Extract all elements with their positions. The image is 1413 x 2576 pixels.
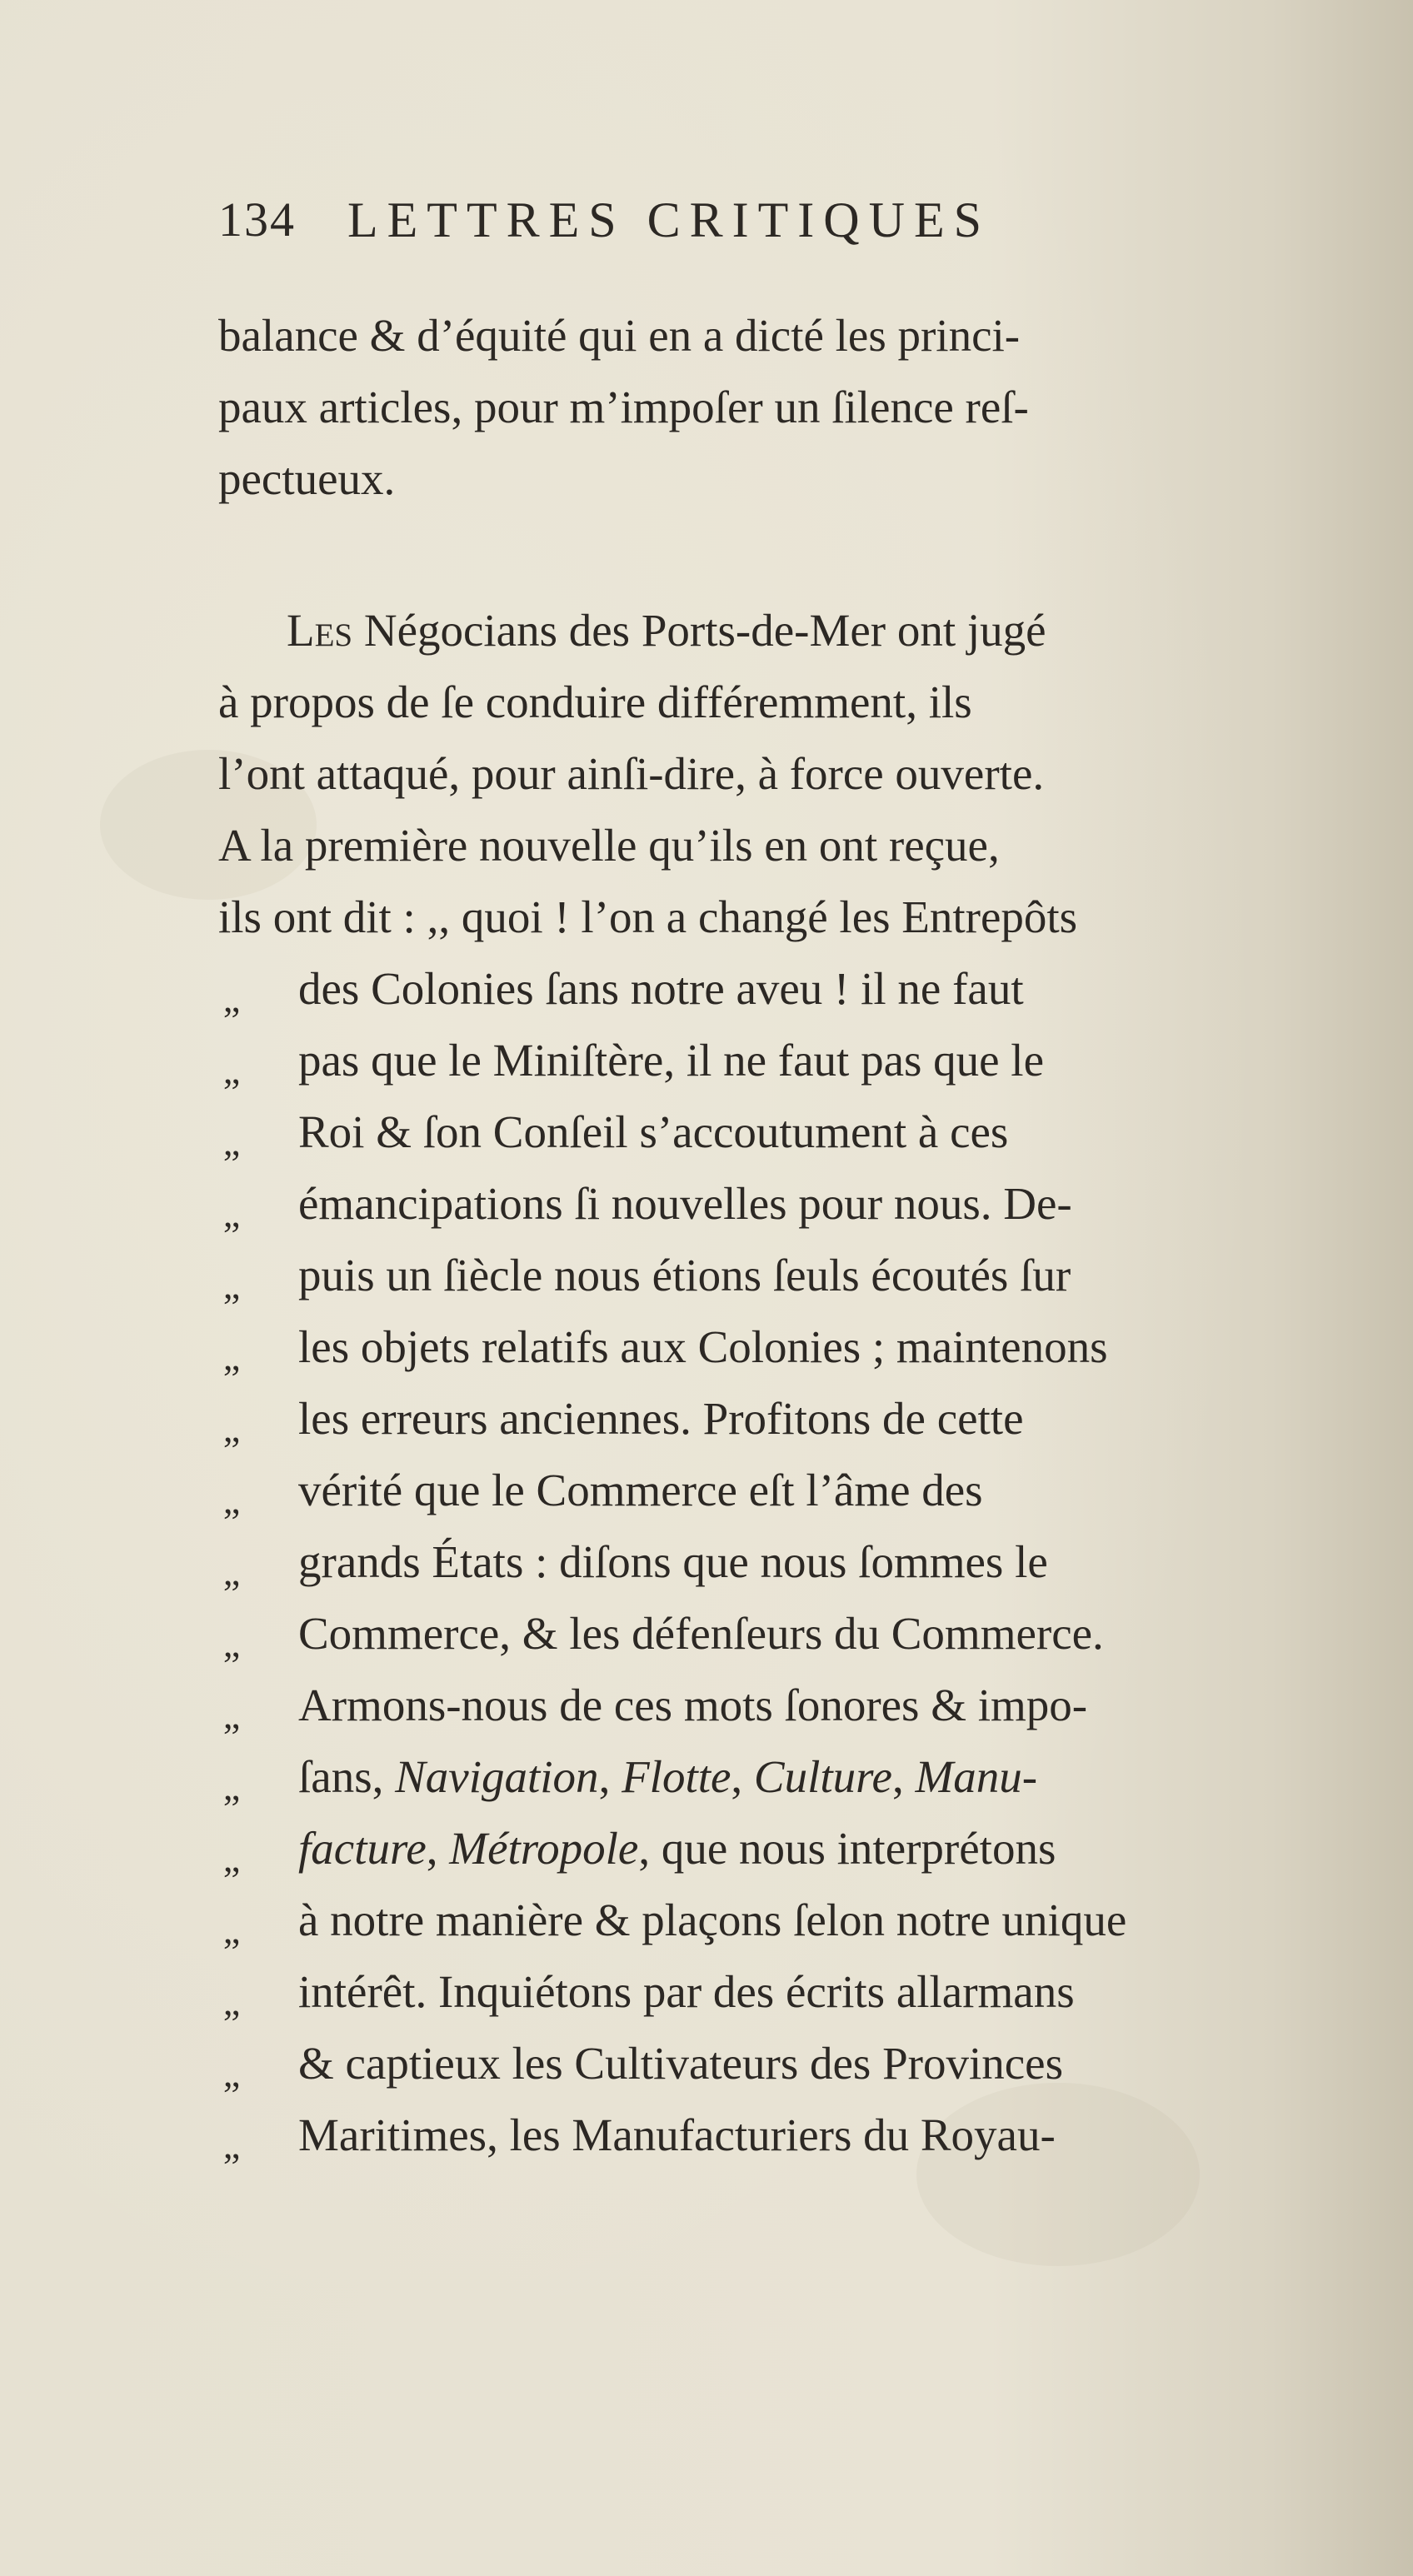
quoted-line [218,1813,1339,1885]
running-head: LETTRES CRITIQUES [347,192,991,247]
quote-mark: ,, [223,1909,239,1951]
quoted-text: émancipations ſi nouvelles pour nous. De- [298,1178,1072,1229]
quoted-line [218,1096,1339,1168]
quoted-line [218,1885,1339,1956]
text-line [218,595,1339,666]
paragraph-gap [218,515,1339,595]
quoted-line [218,953,1339,1025]
quoted-line [218,1455,1339,1526]
quoted-line [218,1956,1339,2028]
quoted-text: & captieux les Cultivateurs des Provinces [298,2038,1064,2089]
quoted-text: Roi & ſon Conſeil s’accoutument à ces [298,1106,1009,1157]
quote-mark: ,, [223,1694,239,1736]
body-text [218,300,1339,2171]
quoted-line [218,1383,1339,1455]
text-fragment: , que nous interprétons [638,1823,1056,1874]
text-fragment: , [426,1823,450,1874]
quote-mark: ,, [223,1335,239,1378]
italic-term: Manu- [915,1751,1038,1802]
quoted-line [218,1741,1339,1813]
page-number: 134 [218,192,296,247]
quoted-text [298,1813,1056,1885]
quote-mark: ,, [223,1980,239,2023]
text-line: A la première nouvelle qu’ils en ont reçue, [218,820,1000,871]
quoted-text: puis un ſiècle nous étions ſeuls écoutés ſur [298,1250,1071,1300]
quoted-text: vérité que le Commerce eſt l’âme des [298,1465,983,1515]
italic-term: Navigation [395,1751,599,1802]
quoted-line [218,1670,1339,1741]
quoted-line [218,1598,1339,1670]
quote-mark: ,, [223,1264,239,1306]
quoted-line [218,1168,1339,1240]
quote-mark: ,, [223,1407,239,1450]
italic-term: facture [298,1823,427,1874]
quote-mark: ,, [223,1479,239,1521]
text-line: à propos de ſe conduire différemment, ils [218,676,972,727]
quote-mark: ,, [223,2052,239,2094]
quote-mark: ,, [223,1765,239,1808]
text-line: l’ont attaqué, pour ainſi-dire, à force ouverte. [218,748,1045,799]
quoted-text: les erreurs anciennes. Profitons de cette [298,1393,1024,1444]
quoted-text: Commerce, & les défenſeurs du Commerce. [298,1608,1104,1659]
quote-mark: ,, [223,1192,239,1235]
text-line: ils ont dit : ,, quoi ! l’on a changé les Entrepôts [218,891,1078,942]
text-fragment: , [731,1751,754,1802]
quoted-line [218,1240,1339,1311]
quoted-text: à notre manière & plaçons ſelon notre unique [298,1895,1127,1945]
italic-term: Culture [753,1751,892,1802]
quoted-line [218,1526,1339,1598]
quote-mark: ,, [223,1049,239,1091]
text-fragment: , [891,1751,916,1802]
quote-mark: ,, [223,977,239,1020]
quote-mark: ,, [223,1622,239,1665]
text-fragment: Négocians des Ports-de-Mer ont jugé [363,605,1046,656]
quoted-text: pas que le Miniſtère, il ne faut pas que le [298,1035,1044,1086]
quoted-text: Maritimes, les Manufacturiers du Royau- [298,2109,1056,2160]
text-line: pectueux. [218,453,396,504]
paragraph-initial-word: Les [287,605,353,656]
quoted-text: des Colonies ſans notre aveu ! il ne faut [298,963,1024,1014]
quoted-line [218,1025,1339,1096]
text-fragment: ſans, [298,1751,396,1802]
quote-mark: ,, [223,2124,239,2166]
quoted-line [218,2099,1339,2171]
quote-mark: ,, [223,1121,239,1163]
italic-term: Flotte [622,1751,731,1802]
quoted-line [218,2028,1339,2099]
quoted-text: les objets relatifs aux Colonies ; maintenons [298,1321,1108,1372]
quoted-text: Armons-nous de ces mots ſonores & impo- [298,1680,1088,1730]
quoted-text: grands États : diſons que nous ſommes le [298,1536,1048,1587]
quote-mark: ,, [223,1837,239,1880]
quoted-text: intérêt. Inquiétons par des écrits allarmans [298,1966,1075,2017]
italic-term: Métropole [449,1823,639,1874]
text-line: paux articles, pour m’impoſer un ſilence reſ- [218,382,1029,432]
quoted-text [298,1741,1037,1813]
page-header [218,192,1201,267]
text-line: balance & d’équité qui en a dicté les princi- [218,310,1021,361]
quoted-line [218,1311,1339,1383]
text-fragment: , [598,1751,622,1802]
quote-mark: ,, [223,1550,239,1593]
